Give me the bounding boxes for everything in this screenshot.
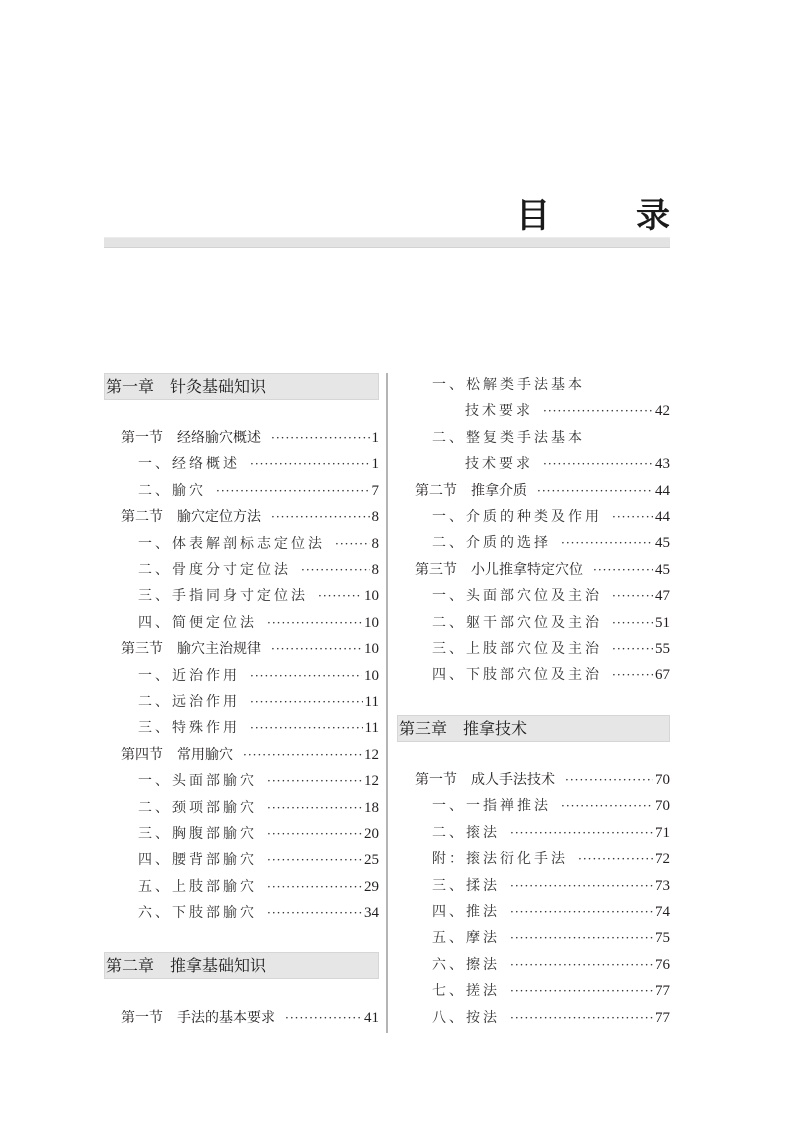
entry-title: 一、头面部穴位及主治	[432, 588, 602, 605]
leader-dots	[216, 478, 370, 504]
toc-entry[interactable]	[432, 372, 670, 398]
toc-entry[interactable]	[432, 583, 670, 609]
toc-entry[interactable]	[432, 504, 670, 530]
section-title: 推拿介质	[471, 482, 527, 499]
page-number: 77	[655, 983, 670, 1000]
leader-dots	[271, 636, 362, 662]
leader-dots	[565, 767, 653, 793]
page-number: 20	[364, 826, 379, 842]
section-number: 第一节	[415, 772, 457, 788]
entry-title: 附：㨰法衍化手法	[432, 851, 568, 868]
toc-entry[interactable]	[432, 636, 670, 662]
page-number: 11	[364, 720, 379, 737]
page-title: 目 录	[516, 196, 696, 236]
entry-title: 一、一指禅推法	[432, 798, 551, 815]
page-number: 10	[364, 614, 379, 631]
leader-dots	[510, 1005, 653, 1031]
leader-dots	[267, 874, 362, 900]
entry-title: 二、躯干部穴位及主治	[432, 614, 602, 631]
entry-title	[121, 1005, 275, 1031]
toc-entry[interactable]	[138, 768, 379, 794]
section-title: 经络腧穴概述	[177, 430, 261, 446]
toc-entry[interactable]	[138, 583, 379, 609]
leader-dots	[250, 451, 370, 477]
entry-title	[121, 742, 233, 768]
toc-entry[interactable]	[138, 874, 379, 900]
page-number: 47	[655, 588, 670, 605]
entry-title: 一、头面部腧穴	[138, 773, 257, 790]
section-number: 第一节	[121, 1010, 163, 1026]
leader-dots	[250, 663, 362, 689]
section-number: 第二节	[415, 482, 457, 499]
toc-entry[interactable]	[432, 873, 670, 899]
entry-title	[121, 425, 261, 451]
entry-title: 四、推法	[432, 904, 500, 920]
page-number: 72	[655, 851, 670, 868]
entry-title: 二、远治作用	[138, 694, 240, 710]
leader-dots	[318, 583, 362, 609]
leader-dots	[267, 610, 362, 636]
leader-dots	[510, 952, 653, 978]
section-title: 常用腧穴	[177, 746, 233, 763]
toc-entry[interactable]	[138, 689, 379, 715]
page-number: 74	[655, 904, 670, 920]
toc-entry[interactable]	[432, 952, 670, 978]
toc-entry[interactable]	[121, 504, 379, 530]
toc-entry[interactable]	[432, 793, 670, 819]
page-number: 11	[364, 694, 379, 710]
leader-dots	[593, 557, 653, 583]
toc-entry[interactable]	[415, 767, 670, 793]
leader-dots	[271, 425, 370, 451]
toc-entry[interactable]	[432, 662, 670, 688]
page-number: 34	[364, 905, 379, 922]
toc-entry[interactable]	[138, 795, 379, 821]
entry-title: 三、特殊作用	[138, 720, 240, 737]
leader-dots	[250, 689, 363, 715]
title-rule	[104, 237, 670, 248]
toc-entry[interactable]	[432, 978, 670, 1004]
entry-title: 五、上肢部腧穴	[138, 878, 257, 895]
section-title: 手法的基本要求	[177, 1010, 275, 1026]
leader-dots	[301, 557, 370, 583]
entry-title: 七、搓法	[432, 983, 500, 1000]
entry-title: 六、擦法	[432, 956, 500, 973]
entry-title	[415, 557, 583, 583]
leader-dots	[612, 583, 653, 609]
toc-entry[interactable]	[465, 451, 670, 477]
entry-title: 一、介质的种类及作用	[432, 509, 602, 525]
toc-entry[interactable]	[138, 821, 379, 847]
section-number: 第二节	[121, 509, 163, 526]
entry-title: 二、骨度分寸定位法	[138, 562, 291, 578]
leader-dots	[267, 900, 362, 926]
leader-dots	[243, 742, 362, 768]
leader-dots	[543, 451, 653, 477]
entry-title: 三、手指同身寸定位法	[138, 588, 308, 605]
leader-dots	[510, 925, 653, 951]
page-number: 73	[655, 877, 670, 894]
section-title: 腧穴定位方法	[177, 509, 261, 526]
toc-entry[interactable]	[432, 925, 670, 951]
toc-entry[interactable]	[138, 451, 379, 477]
toc-entry[interactable]	[138, 610, 379, 636]
page-number: 77	[655, 1009, 670, 1026]
entry-title: 二、介质的选择	[432, 535, 551, 552]
leader-dots	[285, 1005, 362, 1031]
leader-dots	[335, 531, 370, 557]
entry-title: 二、腧穴	[138, 482, 206, 499]
page-number: 25	[364, 852, 379, 869]
entry-title: 六、下肢部腧穴	[138, 905, 257, 922]
page-number: 18	[364, 799, 379, 816]
leader-dots	[510, 899, 653, 925]
entry-title	[415, 478, 527, 504]
leader-dots	[612, 610, 653, 636]
entry-title: 技术要求	[465, 456, 533, 473]
toc-entry[interactable]	[138, 715, 379, 741]
toc-entry[interactable]	[121, 425, 379, 451]
toc-entry[interactable]	[432, 1005, 670, 1031]
page-number: 75	[655, 930, 670, 947]
leader-dots	[537, 478, 653, 504]
page-number: 55	[655, 641, 670, 657]
leader-dots	[250, 715, 363, 741]
entry-title: 二、颈项部腧穴	[138, 799, 257, 816]
toc-entry[interactable]	[432, 530, 670, 556]
leader-dots	[510, 978, 653, 1004]
chapter-number: 第一章	[106, 377, 155, 396]
page-number: 8	[371, 535, 379, 552]
leader-dots	[612, 504, 653, 530]
entry-title: 三、上肢部穴位及主治	[432, 641, 602, 657]
page-number: 76	[655, 956, 670, 973]
toc-entry[interactable]	[415, 478, 670, 504]
page-number: 44	[655, 509, 670, 525]
leader-dots	[271, 504, 370, 530]
toc-entry[interactable]	[432, 899, 670, 925]
entry-title: 四、腰背部腧穴	[138, 852, 257, 869]
chapter-title: 推拿基础知识	[170, 956, 267, 975]
toc-entry[interactable]	[432, 846, 670, 872]
chapter-title: 推拿技术	[463, 719, 528, 738]
section-number: 第三节	[415, 561, 457, 578]
entry-title: 四、下肢部穴位及主治	[432, 667, 602, 684]
page-number: 7	[371, 482, 379, 499]
leader-dots	[267, 768, 362, 794]
toc-entry[interactable]	[121, 742, 379, 768]
entry-title	[121, 636, 261, 662]
leader-dots	[561, 793, 653, 819]
entry-title: 一、经络概述	[138, 456, 240, 473]
chapter-number: 第三章	[399, 719, 448, 738]
entry-title: 一、松解类手法基本	[432, 377, 585, 393]
leader-dots	[561, 530, 653, 556]
entry-title: 一、体表解剖标志定位法	[138, 535, 325, 552]
leader-dots	[267, 795, 362, 821]
page-number: 12	[364, 746, 379, 763]
page-number: 8	[371, 562, 379, 578]
chapter-number: 第二章	[106, 956, 155, 975]
chapter-heading[interactable]	[104, 373, 379, 400]
entry-title: 二、㨰法	[432, 824, 500, 841]
chapter-heading[interactable]	[104, 952, 379, 979]
section-number: 第三节	[121, 641, 163, 658]
page-number: 10	[364, 667, 379, 684]
page-number: 12	[364, 773, 379, 790]
entry-title: 一、近治作用	[138, 667, 240, 684]
toc-entry[interactable]	[138, 531, 379, 557]
section-number: 第一节	[121, 430, 163, 446]
page-number: 70	[655, 772, 670, 788]
entry-title: 二、整复类手法基本	[432, 429, 585, 446]
page-number: 29	[364, 878, 379, 895]
entry-title	[121, 504, 261, 530]
toc-entry[interactable]	[121, 1005, 379, 1031]
page-number: 43	[655, 456, 670, 473]
toc-entry[interactable]	[138, 663, 379, 689]
toc-entry[interactable]	[138, 900, 379, 926]
page-number: 45	[655, 561, 670, 578]
section-title: 腧穴主治规律	[177, 641, 261, 658]
leader-dots	[612, 636, 653, 662]
entry-title: 五、摩法	[432, 930, 500, 947]
leader-dots	[510, 820, 653, 846]
toc-entry[interactable]	[432, 610, 670, 636]
leader-dots	[578, 846, 653, 872]
toc-entry[interactable]	[415, 557, 670, 583]
leader-dots	[612, 662, 653, 688]
toc-entry[interactable]	[138, 478, 379, 504]
entry-title: 三、揉法	[432, 877, 500, 894]
toc-entry[interactable]	[138, 847, 379, 873]
chapter-heading[interactable]	[397, 715, 670, 742]
toc-entry[interactable]	[465, 398, 670, 424]
page-number: 1	[371, 430, 379, 446]
page-number: 71	[655, 824, 670, 841]
page-number: 67	[655, 667, 670, 684]
chapter-title: 针灸基础知识	[170, 377, 267, 396]
page-number: 51	[655, 614, 670, 631]
entry-title: 八、按法	[432, 1009, 500, 1026]
page-number: 8	[371, 509, 379, 526]
entry-title: 技术要求	[465, 403, 533, 420]
leader-dots	[267, 821, 362, 847]
toc-entry[interactable]	[138, 557, 379, 583]
page-number: 1	[371, 456, 379, 473]
section-title: 小儿推拿特定穴位	[471, 561, 583, 578]
entry-title: 三、胸腹部腧穴	[138, 826, 257, 842]
section-number: 第四节	[121, 746, 163, 763]
page-number: 10	[364, 588, 379, 605]
section-title: 成人手法技术	[471, 772, 555, 788]
page-number: 41	[364, 1010, 379, 1026]
entry-title: 四、简便定位法	[138, 614, 257, 631]
entry-title	[415, 767, 555, 793]
toc-entry[interactable]	[121, 636, 379, 662]
page-number: 44	[655, 482, 670, 499]
toc-entry[interactable]	[432, 425, 670, 451]
page-number: 10	[364, 641, 379, 658]
page-number: 45	[655, 535, 670, 552]
leader-dots	[543, 398, 653, 424]
leader-dots	[510, 873, 653, 899]
column-divider	[386, 373, 388, 1033]
leader-dots	[267, 847, 362, 873]
toc-entry[interactable]	[432, 820, 670, 846]
page-number: 70	[655, 798, 670, 815]
page-number: 42	[655, 403, 670, 420]
